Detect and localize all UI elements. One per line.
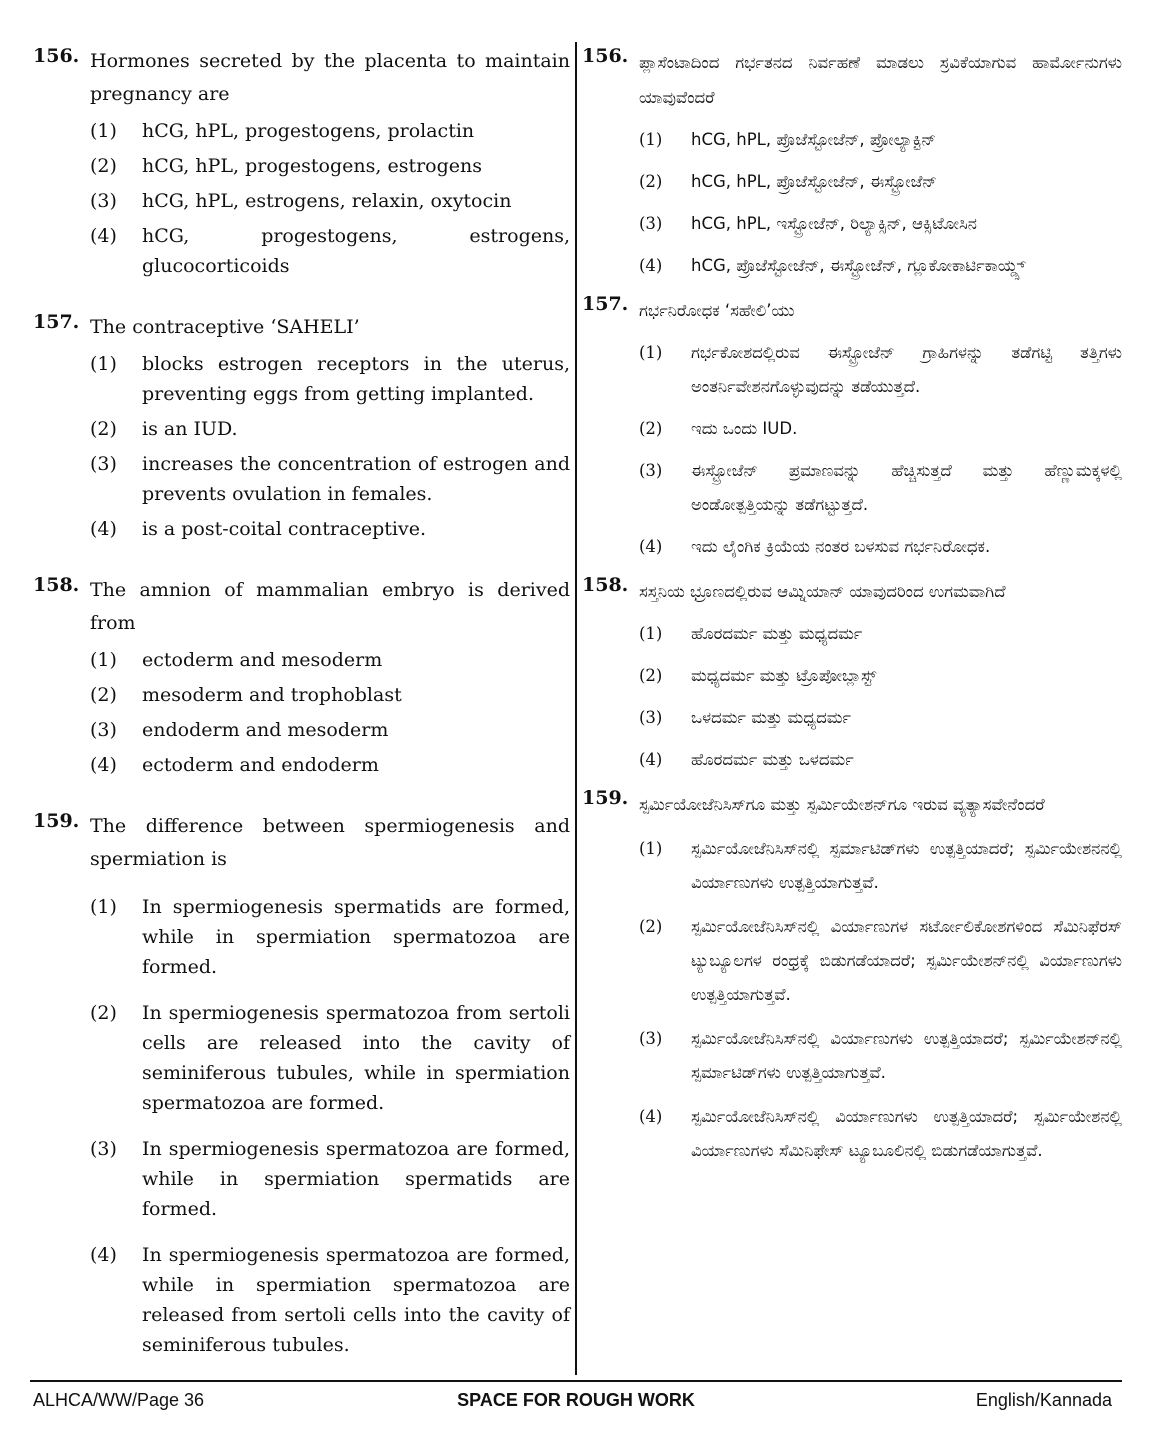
question-number: 157. — [582, 293, 629, 315]
option — [90, 449, 570, 509]
option — [90, 116, 570, 146]
option — [90, 151, 570, 181]
question-157-kn — [582, 293, 1122, 564]
page-code: ALHCA/WW/Page 36 — [33, 1390, 205, 1410]
option — [639, 454, 1122, 522]
question-158-en — [33, 574, 570, 780]
option-number: (3) — [90, 190, 117, 212]
option-text: is an IUD. — [142, 418, 238, 440]
option — [639, 530, 1122, 564]
footer-divider — [30, 1380, 1122, 1382]
option-number: (3) — [90, 453, 117, 475]
option-number: (2) — [639, 917, 663, 936]
option-text: hCG, hPL, progestogens, estrogens — [142, 155, 483, 177]
option — [90, 998, 570, 1118]
question-156-en — [33, 45, 570, 281]
option-text: In spermiogenesis spermatozoa are formed, while in spermiation spermatids are formed. — [142, 1138, 570, 1220]
option — [90, 715, 570, 745]
option — [639, 207, 1122, 241]
option — [639, 165, 1122, 199]
option — [639, 412, 1122, 446]
option — [90, 1240, 570, 1360]
option-number: (2) — [90, 1002, 117, 1024]
option — [639, 659, 1122, 693]
option-text: ಸ್ಪರ್ಮಿಯೋಜೆನಿಸಿಸ್‌ನಲ್ಲಿ ಸ್ಪರ್ಮಾಟಿಡ್‌ಗಳು ಉತ್ಪತ್ತಿಯಾದರೆ; ಸ್ಪರ್ಮಿಯೇಶನನಲ್ಲಿ ವಿರ್ಯಾಣುಗಳು ಉತ್ಪತ್ತಿಯಾಗುತ್ತವೆ. — [691, 839, 1122, 892]
option-text: ಹೊರದರ್ಮ ಮತ್ತು ಮಧ್ಯದರ್ಮ — [691, 624, 863, 643]
option-text: In spermiogenesis spermatozoa are formed, while in spermiation spermatozoa are released from sertoli cells into the cavity of seminiferous tubules. — [142, 1244, 570, 1356]
language-label: English/Kannada — [975, 1390, 1112, 1410]
option-text: ಸ್ಪರ್ಮಿಯೋಜೆನಿಸಿಸ್‌ನಲ್ಲಿ ವಿರ್ಯಾಣುಗಳ ಸರ್ಟೋಲಿಕೋಶಗಳಿಂದ ಸೆಮಿನಿಫೆರಸ್ ಟ್ಯುಬ್ಯೂಲಗಳ ರಂಧ್ರಕ್ಕೆ ಬಿಡುಗಡೆಯಾದರೆ; ಸ್ಪರ್ಮಿಯೇಶನ್‌ನಲ್ಲಿ ವಿರ್ಯಾಣುಗಳು ಉತ್ಪತ್ತಿಯಾಗುತ್ತವೆ. — [691, 917, 1122, 1004]
option-number: (3) — [639, 1029, 663, 1048]
option-text: ಸ್ಪರ್ಮಿಯೋಜೆನಿಸಿಸ್‌ನಲ್ಲಿ ವಿರ್ಯಾಣುಗಳು ಉತ್ಪತ್ತಿಯಾದರೆ; ಸ್ಪರ್ಮಿಯೇಶನಲ್ಲಿ ವಿರ್ಯಾಣುಗಳು ಸೆಮಿನಿಫೇಸ್ ಟ್ಯೂಬೂಲಿನಲ್ಲಿ ಬಿಡುಗಡೆಯಾಗುತ್ತವೆ. — [691, 1107, 1122, 1160]
option — [90, 514, 570, 544]
option-text: blocks estrogen receptors in the uterus, preventing eggs from getting implanted. — [142, 353, 570, 405]
option-text: hCG, hPL, ಇಸ್ಟ್ರೋಜೆನ್, ರಿಲ್ಯಾಕ್ಸಿನ್, ಆಕ್ಸಿಟೋಸಿನ — [691, 214, 977, 233]
option-text: hCG, hPL, ಪ್ರೊಜೆಸ್ಟೋಜೆನ್, ಪ್ರೋಲ್ಯಾಕ್ಟಿನ್ — [691, 130, 937, 149]
option-text: hCG, hPL, progestogens, prolactin — [142, 120, 475, 142]
question-159-en — [33, 810, 570, 1360]
option-text: ಇದು ಲೈಂಗಿಕ ಕ್ರಿಯೆಯ ನಂತರ ಬಳಸುವ ಗರ್ಭನಿರೋಧಕ. — [691, 537, 991, 556]
option-text: ಮಧ್ಯದರ್ಮ ಮತ್ತು ಟ್ರೊಪೋಬ್ಲಾಸ್ಟ್ — [691, 666, 877, 685]
option-number: (1) — [90, 353, 117, 375]
option-number: (3) — [90, 719, 117, 741]
option-number: (3) — [639, 708, 663, 727]
question-text: ಗರ್ಭನಿರೋಧಕ ‘ಸಹೇಲಿ’ಯು — [639, 301, 795, 320]
option-number: (1) — [639, 839, 663, 858]
question-number: 159. — [33, 810, 80, 832]
option-number: (3) — [90, 1138, 117, 1160]
option-text: hCG, progestogens, estrogens, glucocorticoids — [142, 225, 570, 277]
option-text: ಸ್ಪರ್ಮಿಯೋಜೆನಿಸಿಸ್‌ನಲ್ಲಿ ವಿರ್ಯಾಣುಗಳು ಉತ್ಪತ್ತಿಯಾದರೆ; ಸ್ಪರ್ಮಿಯೇಶನ್‌ನಲ್ಲಿ ಸ್ಪರ್ಮಾಟಿಡ್‌ಗಳು ಉತ್ಪತ್ತಿಯಾಗುತ್ತವೆ. — [691, 1029, 1122, 1082]
option-number: (4) — [639, 1107, 663, 1126]
question-text: ಪ್ಲಾಸೆಂಟಾದಿಂದ ಗರ್ಭತನದ ನಿರ್ವಹಣೆ ಮಾಡಲು ಸ್ರವಿಕೆಯಾಗುವ ಹಾರ್ಮೋನುಗಳು ಯಾವುವೆಂದರೆ — [639, 53, 1122, 107]
option-text: increases the concentration of estrogen and prevents ovulation in females. — [142, 453, 570, 505]
option — [90, 680, 570, 710]
question-text: ಸ್ಪರ್ಮಿಯೋಜೆನಿಸಿಸ್‌ಗೂ ಮತ್ತು ಸ್ಪರ್ಮಿಯೇಶನ್‌ಗೂ ಇರುವ ವ್ಯತ್ಯಾಸವೇನೆಂದರೆ — [639, 795, 1045, 814]
option — [90, 645, 570, 675]
question-number: 157. — [33, 311, 80, 333]
option — [639, 123, 1122, 157]
option — [90, 750, 570, 780]
option — [90, 892, 570, 982]
option — [639, 617, 1122, 651]
question-number: 156. — [33, 45, 80, 67]
option-text: ಒಳದರ್ಮ ಮತ್ತು ಮಧ್ಯದರ್ಮ — [691, 708, 852, 727]
option-number: (4) — [90, 754, 117, 776]
option-number: (1) — [90, 896, 117, 918]
question-text: Hormones secreted by the placenta to maintain pregnancy are — [90, 50, 570, 105]
column-divider — [575, 42, 577, 1375]
option-number: (4) — [639, 750, 663, 769]
option-text: hCG, hPL, estrogens, relaxin, oxytocin — [142, 190, 512, 212]
option — [639, 743, 1122, 777]
option — [639, 249, 1122, 283]
option — [639, 910, 1122, 1012]
question-number: 158. — [33, 574, 80, 596]
question-number: 158. — [582, 574, 629, 596]
option-number: (1) — [90, 120, 117, 142]
option-text: endoderm and mesoderm — [142, 719, 389, 741]
option — [639, 832, 1122, 900]
option — [639, 1022, 1122, 1090]
option-text: In spermiogenesis spermatozoa from sertoli cells are released into the cavity of seminiferous tubules, while in spermiation spermatozoa are formed. — [142, 1002, 570, 1114]
option-number: (4) — [90, 225, 117, 247]
option-text: hCG, hPL, ಪ್ರೊಜೆಸ್ಟೋಜೆನ್, ಈಸ್ಟ್ರೋಜೆನ್ — [691, 172, 937, 191]
option — [639, 336, 1122, 404]
question-text: The amnion of mammalian embryo is derived from — [90, 579, 570, 634]
option-text: ಈಸ್ಟ್ರೋಜೆನ್ ಪ್ರಮಾಣವನ್ನು ಹೆಚ್ಚಿಸುತ್ತದೆ ಮತ್ತು ಹೆಣ್ಣುಮಕ್ಕಳಲ್ಲಿ ಅಂಡೋತ್ಪತ್ತಿಯನ್ನು ತಡೆಗಟ್ಟುತ್ತದೆ. — [691, 461, 1122, 514]
question-159-kn — [582, 787, 1122, 1168]
option — [90, 221, 570, 281]
option-number: (3) — [639, 461, 663, 480]
option — [639, 701, 1122, 735]
option-text: is a post-coital contraceptive. — [142, 518, 427, 540]
question-text: The difference between spermiogenesis and spermiation is — [90, 815, 570, 870]
option-number: (4) — [90, 1244, 117, 1266]
option-text: hCG, ಪ್ರೊಜೆಸ್ಟೋಜೆನ್, ಈಸ್ಟ್ರೋಜೆನ್, ಗ್ಲೂಕೋಕಾರ್ಟಿಕಾಯ್ಡ್ಸ್ — [691, 256, 1026, 275]
kannada-column — [582, 45, 1122, 1178]
option-number: (1) — [90, 649, 117, 671]
question-158-kn — [582, 574, 1122, 777]
question-number: 159. — [582, 787, 629, 809]
option-text: ectoderm and mesoderm — [142, 649, 383, 671]
option-number: (2) — [90, 418, 117, 440]
question-text: ಸಸ್ತನಿಯ ಭ್ರೂಣದಲ್ಲಿರುವ ಆಮ್ನಿಯಾನ್ ಯಾವುದರಿಂದ ಉಗಮವಾಗಿದೆ — [639, 582, 1006, 601]
option-number: (2) — [639, 666, 663, 685]
option-number: (3) — [639, 214, 663, 233]
option-number: (1) — [639, 343, 663, 362]
option-text: ಗರ್ಭಕೋಶದಲ್ಲಿರುವ ಈಸ್ಟ್ರೋಜೆನ್ ಗ್ರಾಹಿಗಳನ್ನು ತಡೆಗಟ್ಟಿ ತತ್ತಿಗಳು ಅಂತರ್ನಿವೇಶನಗೊಳ್ಳುವುದನ್ನು ತಡೆಯುತ್ತದೆ. — [691, 343, 1122, 396]
question-157-en — [33, 311, 570, 544]
option-text: ectoderm and endoderm — [142, 754, 379, 776]
rough-work-label: SPACE FOR ROUGH WORK — [457, 1390, 695, 1410]
option-number: (2) — [639, 419, 663, 438]
option-text: In spermiogenesis spermatids are formed, while in spermiation spermatozoa are formed. — [142, 896, 570, 978]
option-text: ಹೊರದರ್ಮ ಮತ್ತು ಒಳದರ್ಮ — [691, 750, 854, 769]
option — [639, 1100, 1122, 1168]
option-number: (1) — [639, 130, 663, 149]
option-number: (2) — [639, 172, 663, 191]
question-156-kn — [582, 45, 1122, 283]
question-text: The contraceptive ‘SAHELI’ — [90, 316, 360, 338]
option — [90, 1134, 570, 1224]
option-number: (2) — [90, 155, 117, 177]
option-number: (2) — [90, 684, 117, 706]
option — [90, 414, 570, 444]
option-number: (4) — [639, 537, 663, 556]
option-number: (4) — [90, 518, 117, 540]
option-text: mesoderm and trophoblast — [142, 684, 402, 706]
option — [90, 186, 570, 216]
english-column — [33, 45, 570, 1390]
option-number: (4) — [639, 256, 663, 275]
option-text: ಇದು ಒಂದು IUD. — [691, 419, 798, 438]
option-number: (1) — [639, 624, 663, 643]
question-number: 156. — [582, 45, 629, 67]
option — [90, 349, 570, 409]
